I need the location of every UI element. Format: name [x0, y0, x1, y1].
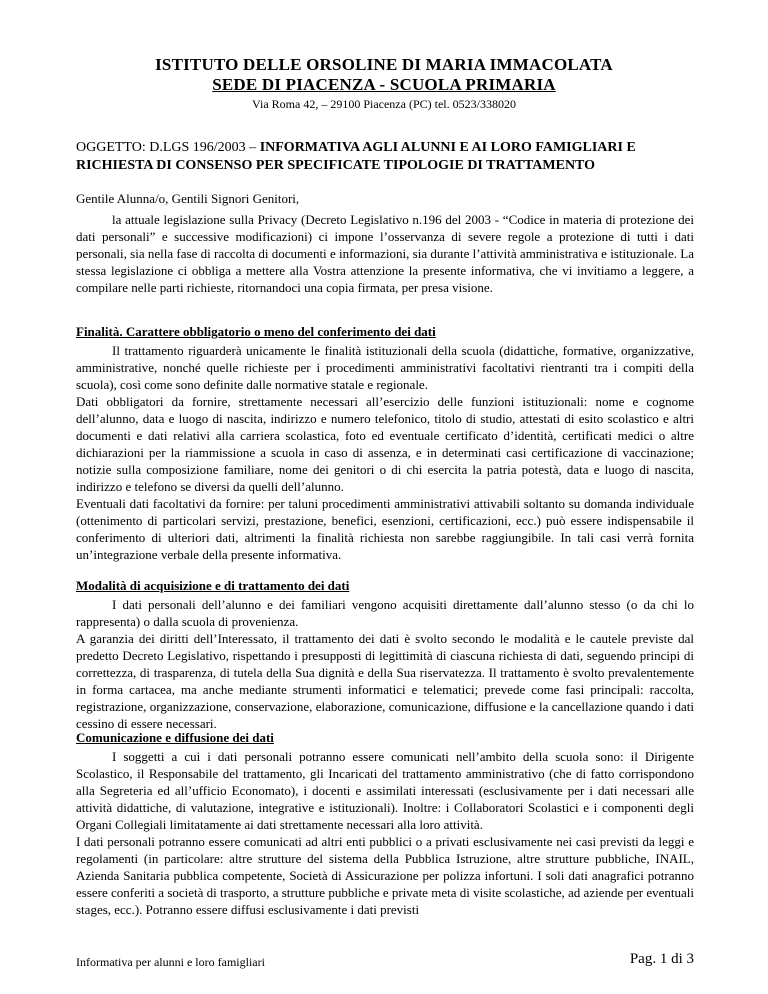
footer-document-name: Informativa per alunni e loro famigliari: [76, 955, 265, 969]
section-finalita-p1: [76, 342, 694, 393]
intro-paragraph: [76, 211, 694, 296]
section-comunicazione-p1: [76, 748, 694, 833]
section-comunicazione-p1-text: I soggetti a cui i dati personali potranno essere comunicati nell’ambito della scuola sono: il Dirigente Scolastico, il Responsabile del trattamento, gli Incaricati del trattamento amministrativo (che di fatto corrispondono alla Segreteria ed all’ufficio Economato), i docenti e assimilati interessati (esclusivamente per i dati necessari alle attività didattiche, di valutazione, integrative e istituzionali). Inoltre: i Collaboratori Scolastici e i componenti degli Organi Collegiali limitatamente ai dati strettamente necessari alla loro attività.: [76, 749, 694, 832]
section-title-modalita: Modalità di acquisizione e di trattamento dei dati: [76, 578, 350, 593]
page-number: Pag. 1 di 3: [629, 951, 694, 967]
school-branch: SEDE DI PIACENZA - SCUOLA PRIMARIA: [212, 75, 556, 94]
institute-address: Via Roma 42, – 29100 Piacenza (PC) tel. 0523/338020: [252, 97, 516, 111]
intro-text: la attuale legislazione sulla Privacy (Decreto Legislativo n.196 del 2003 - “Codice in materia di protezione dei dati personali” e successive modificazioni) ci impone l’osservanza di severe regole a protezione di tutti i dati personali, sia nella fase di raccolta di documenti e informazioni, sia durante l’attività amministrativa e istituzionale. La stessa legislazione ci obbliga a mettere alla Vostra attenzione la presente informativa, che vi invitiamo a leggere, a compilare nelle parti richieste, ritornandoci una copia firmata, per presa visione.: [76, 212, 694, 295]
section-finalita-p2: Dati obbligatori da fornire, strettamente necessari all’esercizio delle funzioni istituzionali: nome e cognome dell’alunno, data e luogo di nascita, indirizzo e numero telefonico, titolo di studio, attestati di esito scolastico e altri documenti e dati relativi alla carriera scolastica, foto ed eventuale certificato d’identità, certificati medici o altre dichiarazioni per la riammissione a scuola in caso di assenza, e in determinati casi certificazione di vaccinazione; notizie sulla composizione familiare, nome dei genitori o di chi esercita la patria potestà, data e luogo di nascita, indirizzo e telefono se diversi da quelli dell’alunno.: [76, 394, 694, 494]
institute-name: ISTITUTO DELLE ORSOLINE DI MARIA IMMACOLATA: [155, 55, 613, 74]
section-title-comunicazione: Comunicazione e diffusione dei dati: [76, 730, 274, 745]
section-title-finalita: Finalità. Carattere obbligatorio o meno del conferimento dei dati: [76, 324, 436, 339]
section-comunicazione-p2: I dati personali potranno essere comunicati ad altri enti pubblici o a privati esclusivamente nei casi previsti da leggi e regolamenti (in particolare: altre strutture del sistema della Pubblica Istruzione, altre strutture pubbliche, INAIL, Azienda Sanitaria pubblica competente, Società di Assicurazione per polizza infortuni. I soli dati anagrafici potranno essere conferiti a società di trasporto, a strutture pubbliche e private meta di visite scolastiche, ad aziende per eventuali stages, ecc.). Potranno essere diffusi esclusivamente i dati previsti: [76, 834, 694, 917]
section-finalita-p3: Eventuali dati facoltativi da fornire: per taluni procedimenti amministrativi attivabili soltanto su domanda individuale (ottenimento di particolari servizi, prestazione, benefici, esenzioni, certificazioni, ecc.) può essere indispensabile il conferimento di ulteriori dati, altrimenti la finalità richiesta non sarebbe raggiungibile. In tali casi verrà fornita un’integrazione verbale della presente informativa.: [76, 496, 694, 562]
subject-line: [76, 139, 696, 175]
subject-prefix: OGGETTO: D.LGS 196/2003 –: [76, 140, 260, 155]
subject-title: INFORMATIVA AGLI ALUNNI E AI LORO FAMIGLIARI E RICHIESTA DI CONSENSO PER SPECIFICATE TIPOLOGIE DI TRATTAMENTO: [76, 140, 636, 173]
section-finalita-p1-text: Il trattamento riguarderà unicamente le finalità istituzionali della scuola (didattiche, formative, organizzative, amministrative, nonché quelle richieste per i procedimenti amministrativi facoltativi rientranti tra i compiti della scuola), così come sono definite dalle normative statale e regionale.: [76, 343, 694, 392]
section-modalita-p1-text: I dati personali dell’alunno e dei familiari vengono acquisiti direttamente dall’alunno stesso (o da chi lo rappresenta) o dalla scuola di provenienza.: [76, 597, 694, 629]
section-modalita-p1: [76, 596, 694, 630]
greeting: Gentile Alunna/o, Gentili Signori Genitori,: [76, 191, 300, 206]
section-modalita-p2: A garanzia dei diritti dell’Interessato, il trattamento dei dati è svolto secondo le modalità e le cautele previste dal predetto Decreto Legislativo, rispettando i presupposti di legittimità di ciascuna richiesta di dati, seguendo principi di correttezza, di trasparenza, di tutela della Sua dignità e della Sua riservatezza. Il trattamento è svolto prevalentemente in forma cartacea, ma anche mediante strumenti informatici e telematici; prevede come fasi principali: raccolta, registrazione, organizzazione, conservazione, elaborazione, comunicazione, diffusione e la cancellazione quando i dati cessino di essere necessari.: [76, 631, 694, 731]
